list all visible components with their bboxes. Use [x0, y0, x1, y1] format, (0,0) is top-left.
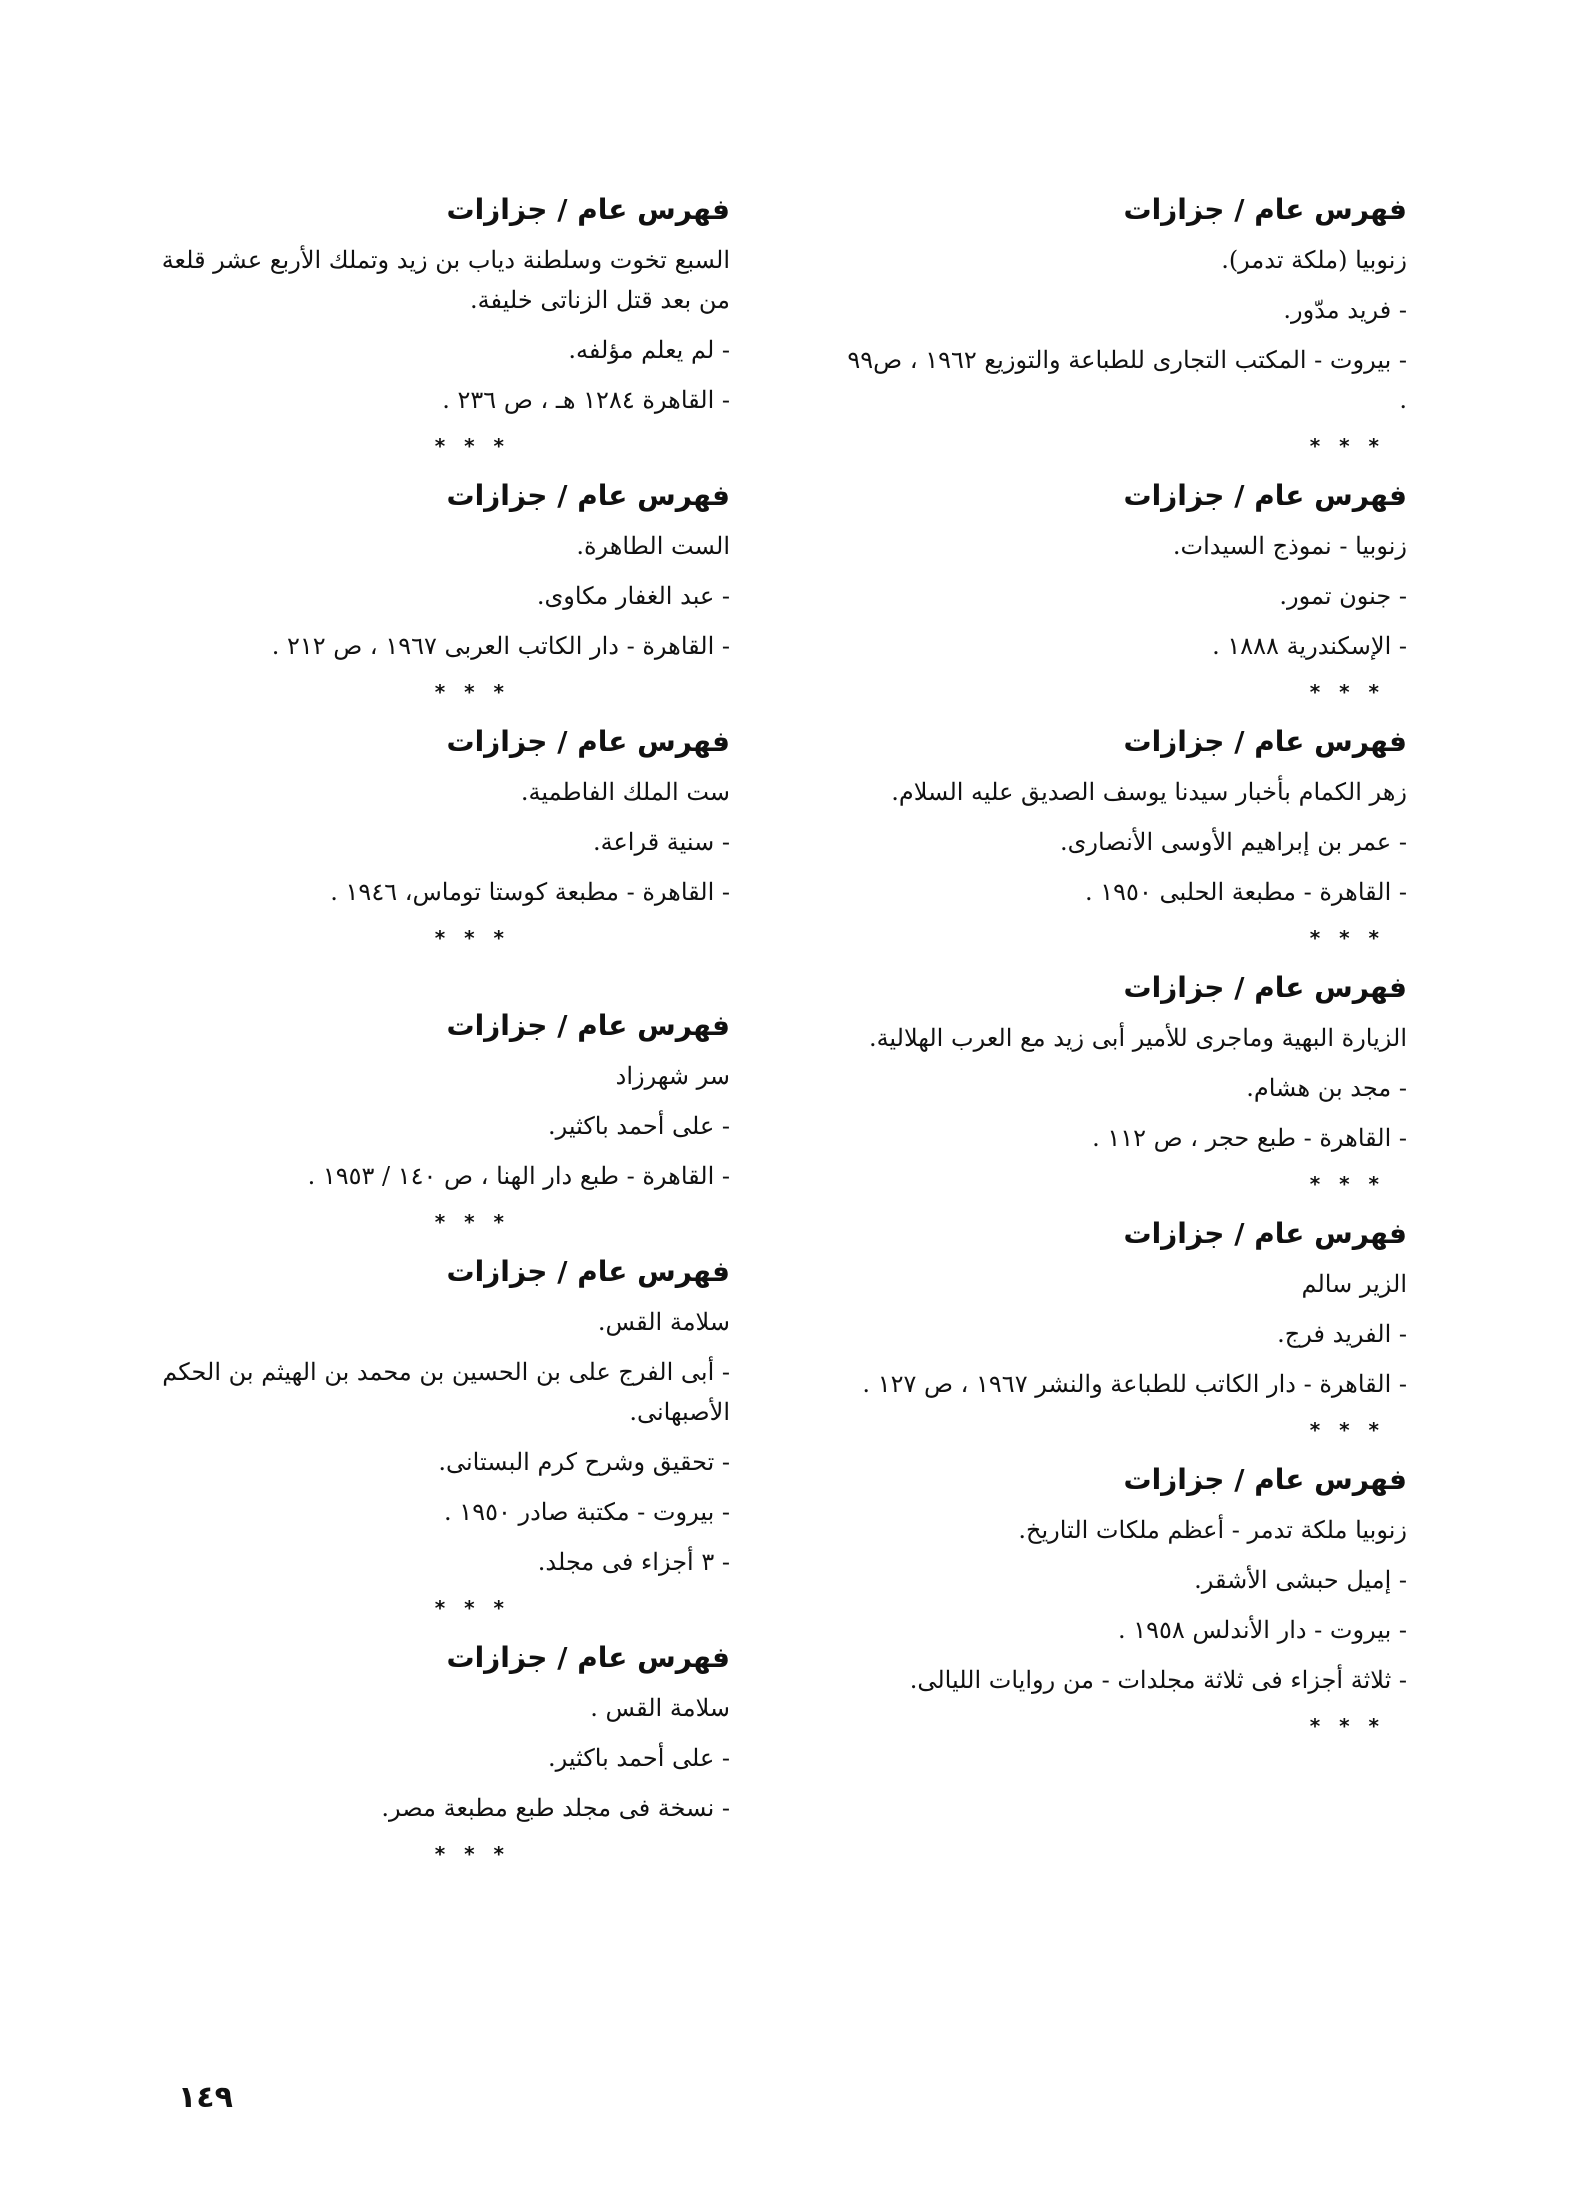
catalog-entry [160, 474, 730, 708]
entry-author: - عمر بن إبراهيم الأوسى الأنصارى. [1060, 828, 1407, 856]
entry-imprint: - الإسكندرية ١٨٨٨ . [1212, 632, 1407, 660]
entry-title: سلامة القس. [597, 1308, 730, 1336]
catalog-entry [160, 1636, 730, 1870]
entry-title: زنوبيا ملكة تدمر - أعظم ملكات التاريخ. [1018, 1516, 1407, 1544]
entry-imprint: - القاهرة - دار الكاتب للطباعة والنشر ١٩٦٧ ، ص ١٢٧ . [862, 1370, 1407, 1398]
entry-author: - مجد بن هشام. [1246, 1074, 1407, 1102]
entry-title: الست الطاهرة. [576, 532, 730, 560]
entry-separator: * * * [1309, 1714, 1385, 1738]
entry-editor: - تحقيق وشرح كرم البستانى. [438, 1448, 730, 1476]
entry-title: زنوبيا - نموذج السيدات. [1172, 532, 1407, 560]
entry-author: - جنون تمور. [1279, 582, 1407, 610]
entry-separator: * * * [434, 926, 510, 950]
entry-title: الزير سالم [1301, 1270, 1407, 1298]
entry-author: - إميل حبشى الأشقر. [1194, 1566, 1407, 1594]
catalog-entry [160, 188, 730, 462]
catalog-entry [160, 1250, 730, 1624]
entry-imprint: - القاهرة - مطبعة كوستا توماس، ١٩٤٦ . [330, 878, 730, 906]
right-column [835, 188, 1415, 1754]
entry-separator: * * * [1309, 434, 1385, 458]
entry-imprint: - بيروت - دار الأندلس ١٩٥٨ . [1117, 1616, 1407, 1644]
entry-heading: فهرس عام / جزازات [1123, 971, 1407, 1004]
entry-heading: فهرس عام / جزازات [446, 193, 730, 226]
entry-imprint: - بيروت - مكتبة صادر ١٩٥٠ . [444, 1498, 730, 1526]
entry-imprint: - القاهرة - طبع دار الهنا ، ص ١٤٠ / ١٩٥٣ . [307, 1162, 730, 1190]
entry-author: - على أحمد باكثير. [547, 1112, 730, 1140]
spacer [160, 966, 730, 1004]
entry-author: - الفريد فرج. [1277, 1320, 1407, 1348]
entry-separator: * * * [434, 434, 510, 458]
page-number: ١٤٩ [178, 2080, 233, 2115]
entry-author: - أبى الفرج على بن الحسين بن محمد بن الهيثم بن الحكم الأصبهانى. [162, 1358, 730, 1426]
entry-separator: * * * [434, 680, 510, 704]
entry-heading: فهرس عام / جزازات [446, 1009, 730, 1042]
entry-imprint: - القاهرة - طبع حجر ، ص ١١٢ . [1092, 1124, 1407, 1152]
entry-title: زهر الكمام بأخبار سيدنا يوسف الصديق عليه السلام. [891, 778, 1407, 806]
entry-imprint: - القاهرة - دار الكاتب العربى ١٩٦٧ ، ص ٢١٢ . [271, 632, 730, 660]
entry-separator: * * * [1309, 1172, 1385, 1196]
entry-title: سلامة القس . [590, 1694, 730, 1722]
entry-author: - سنية قراعة. [592, 828, 730, 856]
catalog-entry [835, 720, 1415, 954]
entry-heading: فهرس عام / جزازات [1123, 1463, 1407, 1496]
entry-heading: فهرس عام / جزازات [1123, 1217, 1407, 1250]
entry-title: سر شهرزاد [615, 1062, 730, 1090]
entry-author: - لم يعلم مؤلفه. [568, 336, 730, 364]
entry-heading: فهرس عام / جزازات [1123, 193, 1407, 226]
catalog-entry [835, 1212, 1415, 1446]
entry-imprint: - بيروت - المكتب التجارى للطباعة والتوزيع ١٩٦٢ ، ص٩٩ . [847, 346, 1407, 414]
catalog-entry [835, 474, 1415, 708]
entry-note: - نسخة فى مجلد طبع مطبعة مصر. [381, 1794, 730, 1822]
entry-heading: فهرس عام / جزازات [446, 725, 730, 758]
entry-title: السبع تخوت وسلطنة دياب بن زيد وتملك الأربع عشر قلعة من بعد قتل الزناتى خليفة. [161, 246, 730, 314]
entry-title: ست الملك الفاطمية. [520, 778, 730, 806]
entry-separator: * * * [1309, 1418, 1385, 1442]
entry-heading: فهرس عام / جزازات [1123, 725, 1407, 758]
entry-author: - عبد الغفار مكاوى. [536, 582, 730, 610]
catalog-entry [835, 966, 1415, 1200]
entry-heading: فهرس عام / جزازات [446, 479, 730, 512]
entry-separator: * * * [434, 1596, 510, 1620]
entry-separator: * * * [434, 1210, 510, 1234]
entry-heading: فهرس عام / جزازات [446, 1255, 730, 1288]
entry-note: - ثلاثة أجزاء فى ثلاثة مجلدات - من روايات الليالى. [909, 1666, 1407, 1694]
entry-imprint: - القاهرة ١٢٨٤ هـ ، ص ٢٣٦ . [442, 386, 730, 414]
entry-title: زنوبيا (ملكة تدمر). [1221, 246, 1407, 274]
entry-author: - على أحمد باكثير. [547, 1744, 730, 1772]
left-column [160, 188, 730, 1882]
entry-separator: * * * [1309, 926, 1385, 950]
entry-heading: فهرس عام / جزازات [1123, 479, 1407, 512]
catalog-entry [160, 1004, 730, 1238]
entry-heading: فهرس عام / جزازات [446, 1641, 730, 1674]
entry-note: - ٣ أجزاء فى مجلد. [537, 1548, 730, 1576]
entry-separator: * * * [434, 1842, 510, 1866]
entry-separator: * * * [1309, 680, 1385, 704]
catalog-entry [835, 188, 1415, 462]
catalog-entry [835, 1458, 1415, 1742]
entry-author: - فريد مدّور. [1283, 296, 1407, 324]
entry-imprint: - القاهرة - مطبعة الحلبى ١٩٥٠ . [1085, 878, 1407, 906]
catalog-entry [160, 720, 730, 954]
entry-title: الزيارة البهية وماجرى للأمير أبى زيد مع العرب الهلالية. [868, 1024, 1407, 1052]
